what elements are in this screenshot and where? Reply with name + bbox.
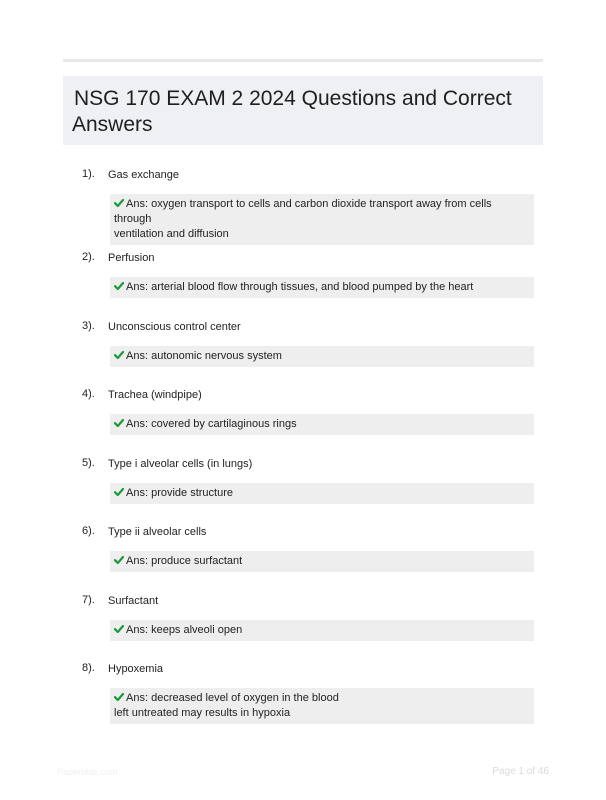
question-number: 2). <box>82 251 95 263</box>
answer-box <box>110 194 534 245</box>
answer-prefix: Ans: <box>126 487 149 499</box>
answer-box <box>110 620 534 641</box>
answer-box <box>110 277 534 298</box>
answer-text: produce surfactant <box>151 555 243 567</box>
question-number: 7). <box>82 594 95 606</box>
answer-box <box>110 483 534 504</box>
check-icon <box>114 418 124 428</box>
answer-text: arterial blood flow through tissues, and blood pumped by the heart <box>151 281 474 293</box>
top-divider <box>63 59 543 62</box>
answer-text: autonomic nervous system <box>151 350 282 362</box>
answer-text: provide structure <box>151 487 234 499</box>
answer-box <box>110 688 534 724</box>
footer-watermark: Paperbble.com <box>57 767 118 777</box>
question-text: Type ii alveolar cells <box>108 526 207 538</box>
answer-text: covered by cartilaginous rings <box>151 418 297 430</box>
title-banner <box>63 76 543 145</box>
check-icon <box>114 198 124 208</box>
question-text: Unconscious control center <box>108 321 241 333</box>
answer-prefix: Ans: <box>126 418 149 430</box>
answer-box <box>110 551 534 572</box>
question-number: 4). <box>82 388 95 400</box>
question-text: Surfactant <box>108 595 159 607</box>
check-icon <box>114 350 124 360</box>
question-text: Gas exchange <box>108 169 179 181</box>
answer-prefix: Ans: <box>126 624 149 636</box>
question-number: 1). <box>82 168 95 180</box>
check-icon <box>114 624 124 634</box>
answer-box <box>110 346 534 367</box>
question-number: 3). <box>82 320 95 332</box>
answer-text-continued: ventilation and diffusion <box>114 228 229 240</box>
page-title: NSG 170 EXAM 2 2024 Questions and Correct Answers <box>72 87 512 136</box>
check-icon <box>114 555 124 565</box>
answer-box <box>110 414 534 435</box>
question-number: 6). <box>82 525 95 537</box>
page-indicator: Page 1 of 46 <box>492 766 549 777</box>
answer-prefix: Ans: <box>126 198 149 210</box>
check-icon <box>114 487 124 497</box>
question-text: Perfusion <box>108 252 155 264</box>
check-icon <box>114 692 124 702</box>
answer-text: oxygen transport to cells and carbon dioxide transport away from cells through <box>114 198 492 225</box>
answer-prefix: Ans: <box>126 281 149 293</box>
question-number: 5). <box>82 457 95 469</box>
answer-prefix: Ans: <box>126 555 149 567</box>
answer-text-continued: left untreated may results in hypoxia <box>114 707 291 719</box>
question-text: Hypoxemia <box>108 663 164 675</box>
question-number: 8). <box>82 662 95 674</box>
answer-prefix: Ans: <box>126 350 149 362</box>
question-text: Trachea (windpipe) <box>108 389 202 401</box>
answer-prefix: Ans: <box>126 692 149 704</box>
question-text: Type i alveolar cells (in lungs) <box>108 458 253 470</box>
answer-text: keeps alveoli open <box>151 624 243 636</box>
check-icon <box>114 281 124 291</box>
answer-text: decreased level of oxygen in the blood <box>151 692 339 704</box>
